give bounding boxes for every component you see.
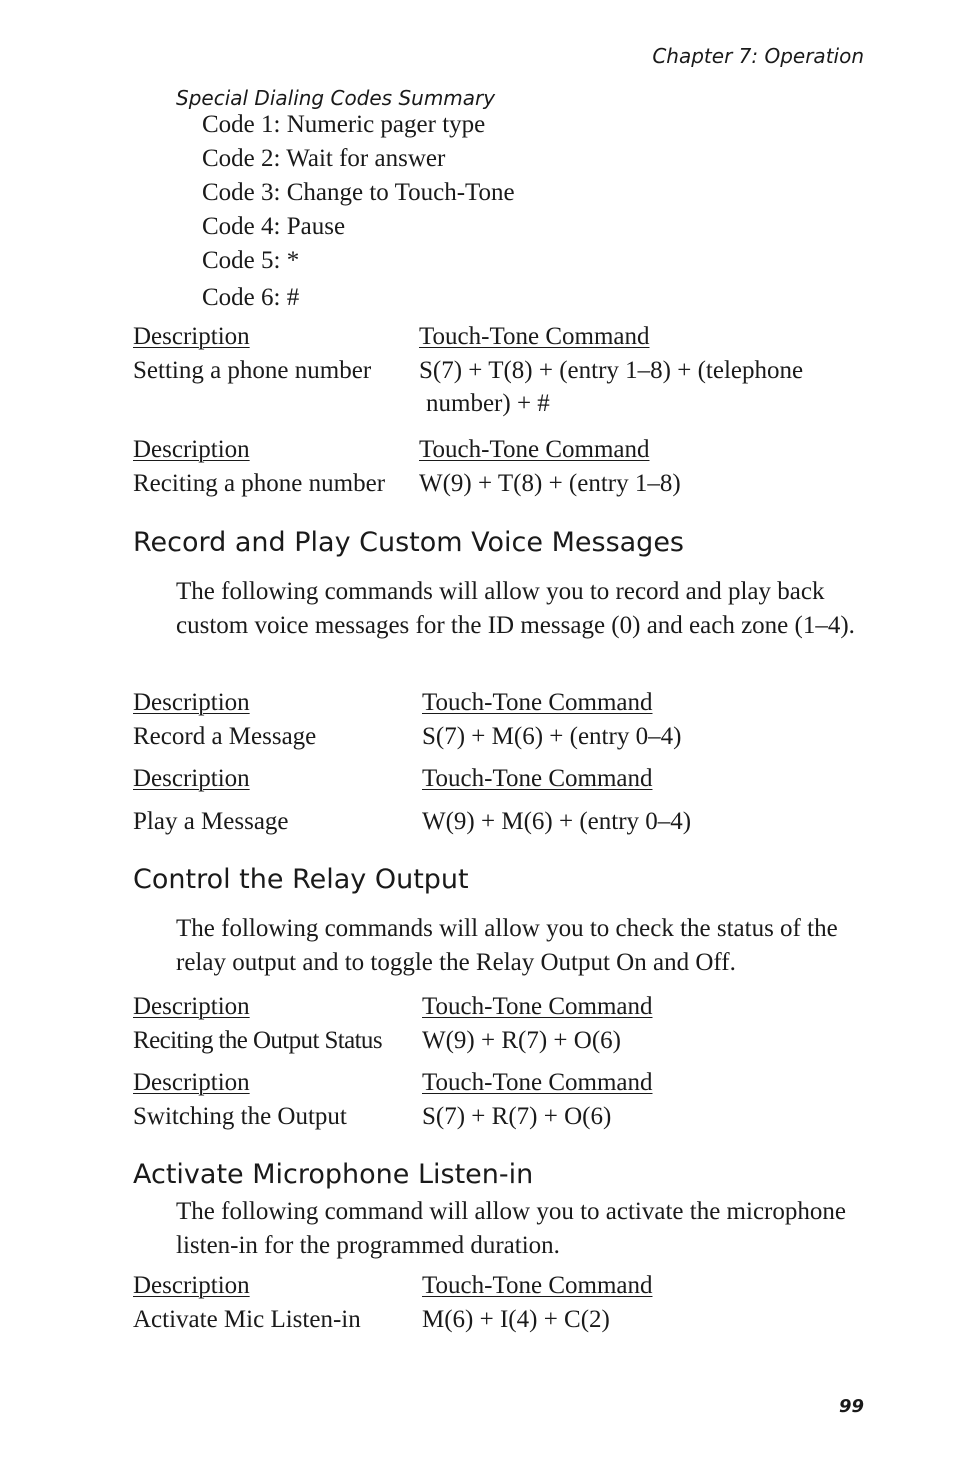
command-description: Switching the Output bbox=[133, 1103, 347, 1130]
command-description: Setting a phone number bbox=[133, 357, 372, 384]
code-line: Code 3: Change to Touch-Tone bbox=[202, 179, 515, 206]
command-description: Activate Mic Listen-in bbox=[133, 1306, 361, 1333]
command-description: Reciting a phone number bbox=[133, 470, 386, 497]
command-description: Record a Message bbox=[133, 723, 317, 750]
section-heading-relay: Control the Relay Output bbox=[133, 864, 469, 895]
section-intro-relay: The following commands will allow you to check the status of the relay output and to toggle the Relay Output On and Off. bbox=[176, 915, 838, 976]
section-heading-mic: Activate Microphone Listen-in bbox=[133, 1159, 534, 1190]
command-description: Play a Message bbox=[133, 808, 289, 835]
section-heading-voice: Record and Play Custom Voice Messages bbox=[133, 527, 684, 558]
chapter-header: Chapter 7: Operation bbox=[652, 44, 864, 68]
command-sequence: M(6) + I(4) + C(2) bbox=[422, 1306, 610, 1333]
code-line: Code 6: # bbox=[202, 284, 300, 311]
section-intro-mic: The following command will allow you to activate the microphone listen-in for the programmed duration. bbox=[176, 1198, 846, 1259]
command-sequence: S(7) + T(8) + (entry 1–8) + (telephone bbox=[419, 357, 804, 384]
code-line: Code 4: Pause bbox=[202, 213, 346, 240]
column-header-command: Touch-Tone Command bbox=[419, 323, 650, 350]
command-description: Reciting the Output Status bbox=[133, 1027, 382, 1054]
command-sequence-continued: number) + # bbox=[426, 390, 550, 417]
code-line: Code 5: * bbox=[202, 247, 300, 274]
column-header-command: Touch-Tone Command bbox=[422, 689, 653, 716]
section-intro-voice: The following commands will allow you to record and play back custom voice messages for the ID message (0) and each zone (1–4). bbox=[176, 578, 855, 639]
column-header-command: Touch-Tone Command bbox=[422, 1272, 653, 1299]
command-sequence: W(9) + R(7) + O(6) bbox=[422, 1027, 621, 1054]
page-number: 99 bbox=[838, 1396, 864, 1417]
column-header-description: Description bbox=[133, 1069, 250, 1096]
command-sequence: S(7) + M(6) + (entry 0–4) bbox=[422, 723, 682, 750]
summary-title: Special Dialing Codes Summary bbox=[176, 86, 496, 110]
column-header-description: Description bbox=[133, 1272, 250, 1299]
column-header-description: Description bbox=[133, 689, 250, 716]
code-line: Code 2: Wait for answer bbox=[202, 145, 446, 172]
column-header-description: Description bbox=[133, 436, 250, 463]
code-line: Code 1: Numeric pager type bbox=[202, 111, 486, 138]
column-header-command: Touch-Tone Command bbox=[422, 1069, 653, 1096]
column-header-description: Description bbox=[133, 323, 250, 350]
command-sequence: S(7) + R(7) + O(6) bbox=[422, 1103, 612, 1130]
column-header-command: Touch-Tone Command bbox=[422, 765, 653, 792]
column-header-description: Description bbox=[133, 765, 250, 792]
column-header-command: Touch-Tone Command bbox=[422, 993, 653, 1020]
command-sequence: W(9) + T(8) + (entry 1–8) bbox=[419, 470, 681, 497]
column-header-command: Touch-Tone Command bbox=[419, 436, 650, 463]
column-header-description: Description bbox=[133, 993, 250, 1020]
command-sequence: W(9) + M(6) + (entry 0–4) bbox=[422, 808, 692, 835]
